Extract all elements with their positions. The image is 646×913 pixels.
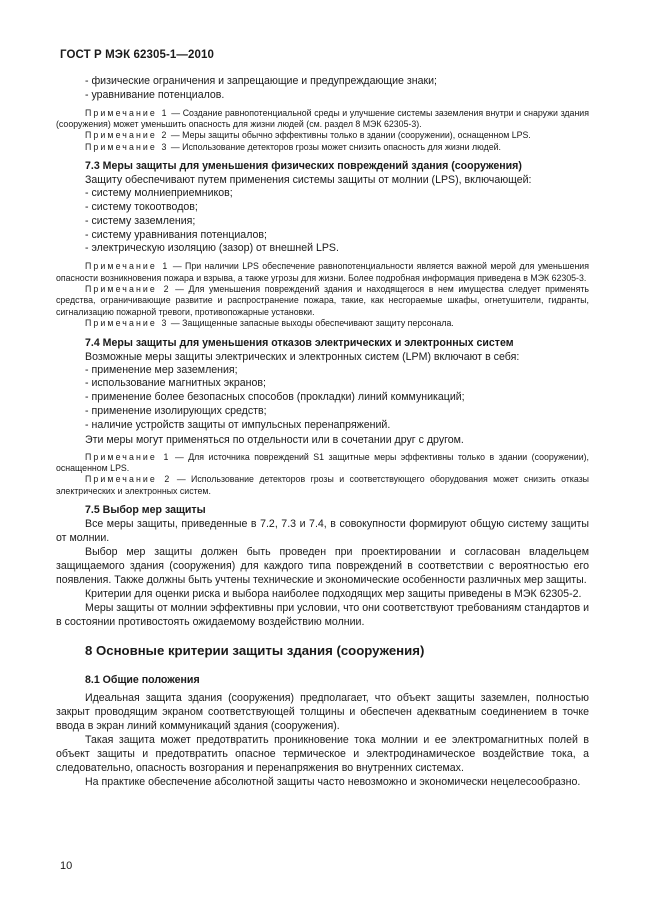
list-item: - электрическую изоляцию (зазор) от внешней LPS. [85, 242, 339, 255]
list-item: - уравнивание потенциалов. [85, 88, 225, 101]
note-text: — Для источника повреждений S1 защитные меры эффективны только в здании (сооружении), оснащенном LPS. [56, 451, 589, 474]
paragraph: Выбор мер защиты должен быть проведен при проектировании и согласован владельцем защищаемого здания (сооружения) для каждого типа повреждений в соответствии с вероятностью его появления. Также должны быть учтены технические и экономические особенности различных мер защиты. [56, 546, 589, 587]
note-label: Примечание 2 [85, 474, 172, 485]
section-heading-7-5: 7.5 Выбор мер защиты [85, 504, 206, 517]
paragraph: Меры защиты от молнии эффективны при условии, что они соответствуют требованиям стандартов и в состоянии противостоять ожидаемому воздействию молнии. [56, 602, 589, 629]
note-text: — Использование детекторов грозы может снизить опасность для жизни людей. [168, 141, 501, 152]
paragraph: Критерии для оценки риска и выбора наиболее подходящих мер защиты приведены в МЭК 62305-2. [85, 588, 582, 601]
list-item: - систему уравнивания потенциалов; [85, 228, 267, 241]
note-label: Примечание 2 [85, 130, 169, 141]
note-label: Примечание 3 [85, 318, 169, 329]
list-item: - наличие устройств защиты от импульсных перенапряжений. [85, 418, 391, 431]
note-text: — Меры защиты обычно эффективны только в здании (сооружении), оснащенном LPS. [168, 130, 531, 141]
list-item: - систему токоотводов; [85, 201, 198, 214]
section-heading-7-3: 7.3 Меры защиты для уменьшения физических повреждений здания (сооружения) [85, 160, 522, 173]
section-heading-7-4: 7.4 Меры защиты для уменьшения отказов электрических и электронных систем [85, 336, 514, 349]
note [56, 318, 589, 329]
list-item: - применение мер заземления; [85, 363, 238, 376]
note-text: — Защищенные запасные выходы обеспечивают защиту персонала. [168, 318, 454, 329]
note [56, 108, 589, 131]
paragraph: Идеальная защита здания (сооружения) предполагает, что объект защиты заземлен, полностью закрыт проводящим экраном соответствующей толщины и обеспечен адекватным соединением в точке ввода в экран линий коммуникаций здания (сооружения). [56, 692, 589, 733]
note-label: Примечание 1 [85, 451, 171, 462]
note [56, 474, 589, 497]
note-text: — Для уменьшения повреждений здания и находящегося в нем имущества следует применять средства, ограничивающие развитие и распространение пожара, такие, как несгораемые шкафы, огнетушители, гидранты, сигнализацию пожарной тревоги, противопожарные установки. [56, 284, 589, 317]
section-heading-8-1: 8.1 Общие положения [85, 674, 200, 687]
list-item: - применение изолирующих средств; [85, 405, 267, 418]
note-text: — Использование детекторов грозы и соответствующего оборудования может снизить отказы электрических и электронных систем. [56, 474, 589, 496]
note [56, 261, 589, 284]
note [56, 452, 589, 475]
paragraph: Защиту обеспечивают путем применения системы защиты от молнии (LPS), включающей: [85, 174, 532, 187]
paragraph: На практике обеспечение абсолютной защиты часто невозможно и экономически нецелесообразно. [85, 776, 581, 789]
note [56, 130, 589, 141]
note-label: Примечание 2 [85, 284, 171, 295]
note-text: — При наличии LPS обеспечение равнопотенциальности является важной мерой для уменьшения опасности возникновения пожара и взрыва, а также угрозы для жизни. Более подробная информация приведена в МЭК 62305-3. [56, 261, 589, 283]
page-body [56, 75, 589, 789]
note-label: Примечание 1 [85, 261, 170, 272]
list-item: - физические ограничения и запрещающие и предупреждающие знаки; [85, 75, 437, 87]
note-label: Примечание 1 [85, 107, 169, 118]
section-heading-8: 8 Основные критерии защиты здания (сооружения) [85, 643, 425, 659]
note-label: Примечание 3 [85, 141, 169, 152]
list-item: - применение более безопасных способов (прокладки) линий коммуникаций; [85, 391, 465, 404]
note [56, 284, 589, 318]
paragraph: Такая защита может предотвратить проникновение тока молнии и ее электромагнитных полей в объект защиты и предотвратить опасное термическое и электродинамическое воздействие тока, а следовательно, опасность возгорания и перенапряжения во внутренних системах. [56, 734, 589, 775]
list-item: - использование магнитных экранов; [85, 377, 266, 390]
standard-header: ГОСТ Р МЭК 62305-1—2010 [60, 49, 214, 61]
paragraph: Эти меры могут применяться по отдельности или в сочетании друг с другом. [85, 433, 464, 446]
list-item: - систему заземления; [85, 214, 196, 227]
paragraph: Все меры защиты, приведенные в 7.2, 7.3 и 7.4, в совокупности формируют общую систему защиты от молнии. [56, 518, 589, 545]
note [56, 142, 589, 153]
paragraph: Возможные меры защиты электрических и электронных систем (LPM) включают в себя: [85, 350, 520, 363]
page-number: 10 [60, 860, 73, 872]
note-text: — Создание равнопотенциальной среды и улучшение системы заземления внутри и снаружи здания (сооружения) может уменьшить опасность для жизни людей (см. раздел 8 МЭК 62305-3). [56, 107, 589, 129]
list-item: - систему молниеприемников; [85, 187, 233, 200]
